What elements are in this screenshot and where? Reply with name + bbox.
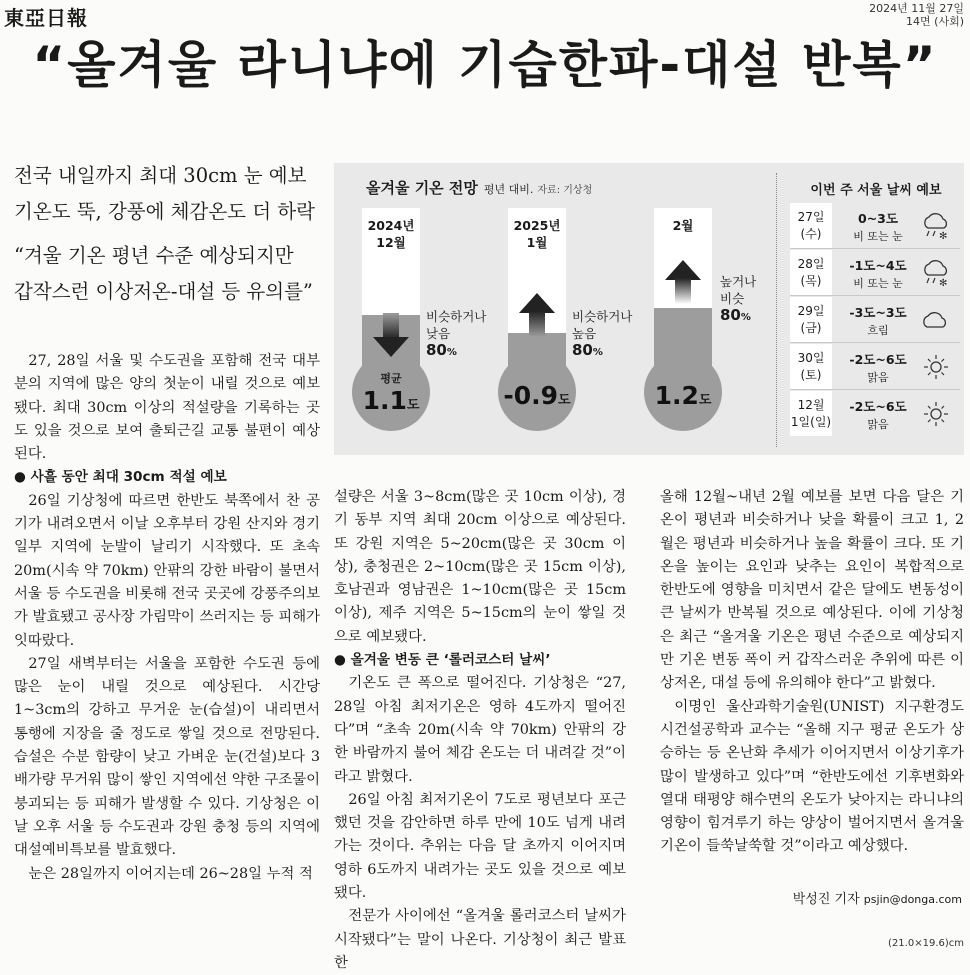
- svg-text:✻: ✻: [939, 278, 948, 289]
- weekly-forecast-title: 이번 주 서울 날씨 예보: [810, 183, 942, 198]
- forecast-day: [790, 344, 832, 389]
- arrow-up-icon: [519, 293, 555, 337]
- forecast-temp-range: -2도~6도: [849, 352, 907, 367]
- subheadings: [14, 158, 315, 230]
- pull-quote: [14, 238, 313, 310]
- article-subhead: ● 사흘 동안 최대 30cm 적설 예보: [14, 469, 227, 486]
- subheading-1: 전국 내일까지 최대 30cm 눈 예보: [14, 164, 307, 187]
- month-name: 12월: [376, 235, 406, 250]
- temp-unit: 도: [558, 393, 571, 408]
- forecast-day: [790, 203, 832, 248]
- pull-quote-line-2: 갑작스런 이상저온-대설 등 유의를”: [14, 280, 313, 303]
- forecast-row: [790, 344, 960, 390]
- graphic-title-text: 올겨울 기온 전망: [366, 179, 478, 197]
- forecast-row: [790, 391, 960, 437]
- issue-meta: [869, 2, 964, 28]
- article-paragraph: 26일 아침 최저기온이 7도로 평년보다 포근했던 것을 감안하면 하루 만에 10도 넘게 내려가는 것이다. 추위는 다음 달 초까지 이어지며 영하 6도까지 내려가는 곳도 있을 것으로 예보됐다.: [334, 791, 626, 902]
- newspaper-logo: 東亞日報: [4, 6, 88, 30]
- month-year: 2024년: [367, 218, 415, 233]
- arrow-up-icon: [665, 260, 701, 304]
- outlook-line-1: 비슷하거나: [426, 309, 487, 324]
- forecast-row: [790, 297, 960, 343]
- temperature-value: [498, 381, 576, 410]
- forecast-day: [790, 297, 832, 342]
- month-name: 2월: [672, 218, 694, 233]
- graphic-divider: [776, 173, 777, 447]
- rain-snow-cloud-icon: [920, 211, 952, 241]
- svg-text:✻: ✻: [939, 231, 948, 242]
- page-section: 14면 (사회): [906, 15, 964, 28]
- graphic-source: 자료: 기상청: [537, 185, 593, 196]
- forecast-weekday: (토): [800, 368, 822, 382]
- probability: [572, 342, 632, 361]
- outlook-line-2: 높음: [572, 326, 597, 341]
- article-column-2: [334, 486, 626, 975]
- month-name: 1월: [526, 235, 548, 250]
- subheading-2: 기온도 뚝, 강풍에 체감온도 더 하락: [14, 200, 315, 223]
- forecast-date: 28일: [797, 257, 825, 271]
- outlook-line-2: 비슷: [720, 291, 745, 306]
- pull-quote-line-1: “겨울 기온 평년 수준 예상되지만: [14, 244, 294, 267]
- month-label: [654, 217, 712, 234]
- temp-unit: 도: [698, 393, 712, 408]
- month-label: [508, 217, 566, 251]
- article-paragraph: 눈은 28일까지 이어지는데 26~28일 누적 적: [28, 865, 313, 882]
- temp-unit: 도: [406, 398, 420, 413]
- probability-value: 80: [720, 306, 741, 324]
- month-year: 2025년: [513, 218, 561, 233]
- forecast-date: 12월: [797, 398, 825, 412]
- forecast-date: 27일: [797, 210, 825, 224]
- article-column-3: [660, 486, 964, 859]
- forecast-temp-range: 0~3도: [858, 211, 898, 226]
- temperature-value: [644, 381, 722, 410]
- forecast-day: [790, 250, 832, 295]
- article-paragraph: 26일 기상청에 따르면 한반도 북쪽에서 찬 공기가 내려오면서 이날 오후부터 강원 산지와 경기 일부 지역에 눈발이 날리기 시작했다. 또 초속 20m(시속 약 70km) 안팎의 강한 바람이 불면서 서울 등 수도권을 비롯해 전국 곳곳에 강풍주의보가 발효됐고 공사장 가림막이 쓰러지는 등 피해가 잇따랐다.: [14, 492, 320, 649]
- forecast-temp-range: -3도~3도: [849, 305, 907, 320]
- forecast-weekday: (목): [800, 274, 822, 288]
- average-label: 평균: [380, 372, 402, 385]
- temp-number: -0.9: [503, 381, 559, 410]
- byline: [793, 888, 962, 907]
- probability: [426, 342, 486, 361]
- temperature-value: [352, 386, 430, 415]
- forecast-row: [790, 203, 960, 249]
- article-paragraph: 전문가 사이에선 “올겨울 롤러코스터 날씨가 시작됐다”는 말이 나온다. 기상청이 최근 발표한: [334, 908, 626, 971]
- probability-unit: %: [740, 312, 751, 323]
- forecast-weekday: (금): [800, 321, 822, 335]
- forecast-temp-range: -1도~4도: [849, 258, 907, 273]
- issue-date: 2024년 11월 27일: [869, 2, 964, 15]
- outlook-line-1: 높거나: [720, 274, 757, 289]
- article-paragraph: 기온도 큰 폭으로 떨어진다. 기상청은 “27, 28일 아침 최저기온은 영하 4도까지 떨어진다”며 “초속 20m(시속 약 70km) 안팎의 강한 바람까지 불어 체감 온도는 더 내려갈 것”이라고 밝혔다.: [334, 675, 626, 785]
- arrow-down-icon: [373, 313, 409, 357]
- probability-unit: %: [592, 347, 603, 358]
- probability-unit: %: [446, 347, 457, 358]
- forecast-row: [790, 250, 960, 296]
- weather-graphic: [334, 163, 964, 455]
- forecast-condition: 맑음: [867, 371, 889, 384]
- temp-number: 1.1: [362, 386, 407, 415]
- forecast-date: 30일: [797, 351, 825, 365]
- article-paragraph: 27일 새벽부터는 서울을 포함한 수도권 등에 많은 눈이 내릴 것으로 예상된다. 시간당 1~3cm의 강하고 무거운 눈(습설)이 내리면서 통행에 지장을 줄 정도로 쌓일 것으로 전망된다. 습설은 수분 함량이 낮고 가벼운 눈(건설)보다 3배가량 무거워 많이 쌓인 지역에선 약한 구조물이 붕괴되는 등 피해가 발생할 수 있다. 기상청은 이날 오후 서울 등 수도권과 강원 충청 등의 지역에 대설예비특보를 발효했다.: [14, 655, 320, 859]
- month-label: [362, 217, 420, 251]
- article-lead: 27, 28일 서울 및 수도권을 포함해 전국 대부분의 지역에 많은 양의 첫눈이 내릴 것으로 예보됐다. 최대 30cm 이상의 적설량을 기록하는 곳도 있을 것으로 보여 출퇴근길 교통 불편이 예상된다.: [14, 353, 320, 463]
- forecast-condition: 비 또는 눈: [853, 230, 903, 243]
- outlook-text: [720, 273, 756, 326]
- probability: [720, 307, 756, 326]
- article-column-1: [14, 350, 320, 886]
- rain-snow-cloud-icon: [920, 258, 952, 288]
- article-subhead: ● 올겨울 변동 큰 ‘롤러코스터 날씨’: [334, 652, 551, 669]
- outlook-text: [572, 308, 632, 361]
- sun-icon: [920, 399, 952, 429]
- graphic-note: 평년 대비.: [483, 183, 534, 196]
- temp-number: 1.2: [654, 381, 699, 410]
- outlook-line-2: 낮음: [426, 326, 451, 341]
- forecast-condition: 맑음: [867, 418, 889, 431]
- article-paragraph: 이명인 울산과학기술원(UNIST) 지구환경도시건설공학과 교수는 “올해 지구 평균 온도가 상승하는 등 온난화 추세가 이어지면서 이상기후가 많이 발생하고 있다”며 “한반도에선 기후변화와 열대 태평양 해수면의 온도가 낮아지는 라니냐의 영향이 힘겨루기 하는 양상이 벌어지면서 올겨울 기온이 들쑥날쑥할 것”이라고 예상했다.: [660, 698, 964, 855]
- probability-value: 80: [572, 341, 593, 359]
- forecast-condition: 흐림: [867, 324, 889, 337]
- forecast-date: 29일: [797, 304, 825, 318]
- forecast-condition: 비 또는 눈: [853, 277, 903, 290]
- forecast-weekday: (수): [800, 227, 822, 241]
- article-paragraph: 올해 12월~내년 2월 예보를 보면 다음 달은 기온이 평년과 비슷하거나 낮을 확률이 크고 1, 2월은 평년과 비슷하거나 높을 확률이 크다. 또 기온을 높이는 요인과 낮추는 요인이 복합적으로 한반도에 영향을 미치면서 같은 달에도 변동성이 큰 날씨가 반복될 것으로 예상된다. 이에 기상청은 최근 “올겨울 기온은 평년 수준으로 예상되지만 기온 변동 폭이 커 갑작스러운 추위에 따른 이상저온, 대설 등에 유의해야 한다”고 밝혔다.: [660, 489, 964, 692]
- reporter-name: 박성진 기자: [792, 892, 860, 907]
- outlook-text: [426, 308, 486, 361]
- cloud-icon: [920, 305, 952, 335]
- forecast-weekday: 1일(일): [790, 415, 832, 429]
- reporter-email: psjin@donga.com: [863, 893, 962, 906]
- headline: “올겨울 라니냐에 기습한파-대설 반복”: [32, 36, 938, 94]
- forecast-day: [790, 391, 832, 436]
- article-paragraph: 설량은 서울 3~8cm(많은 곳 10cm 이상), 경기 동부 지역 최대 20cm 이상으로 예상된다. 또 강원 지역은 5~20cm(많은 곳 30cm 이상), 충청권은 2~10cm(많은 곳 15cm 이상), 호남권과 영남권은 1~10cm(많은 곳 15cm 이상), 제주 지역은 5~15cm의 눈이 쌓일 것으로 예보됐다.: [334, 489, 626, 645]
- article-size-note: (21.0×19.6)cm: [888, 938, 964, 949]
- probability-value: 80: [426, 341, 447, 359]
- outlook-line-1: 비슷하거나: [572, 309, 633, 324]
- graphic-title: [366, 177, 592, 198]
- forecast-temp-range: -2도~6도: [849, 399, 907, 414]
- sun-icon: [920, 352, 952, 382]
